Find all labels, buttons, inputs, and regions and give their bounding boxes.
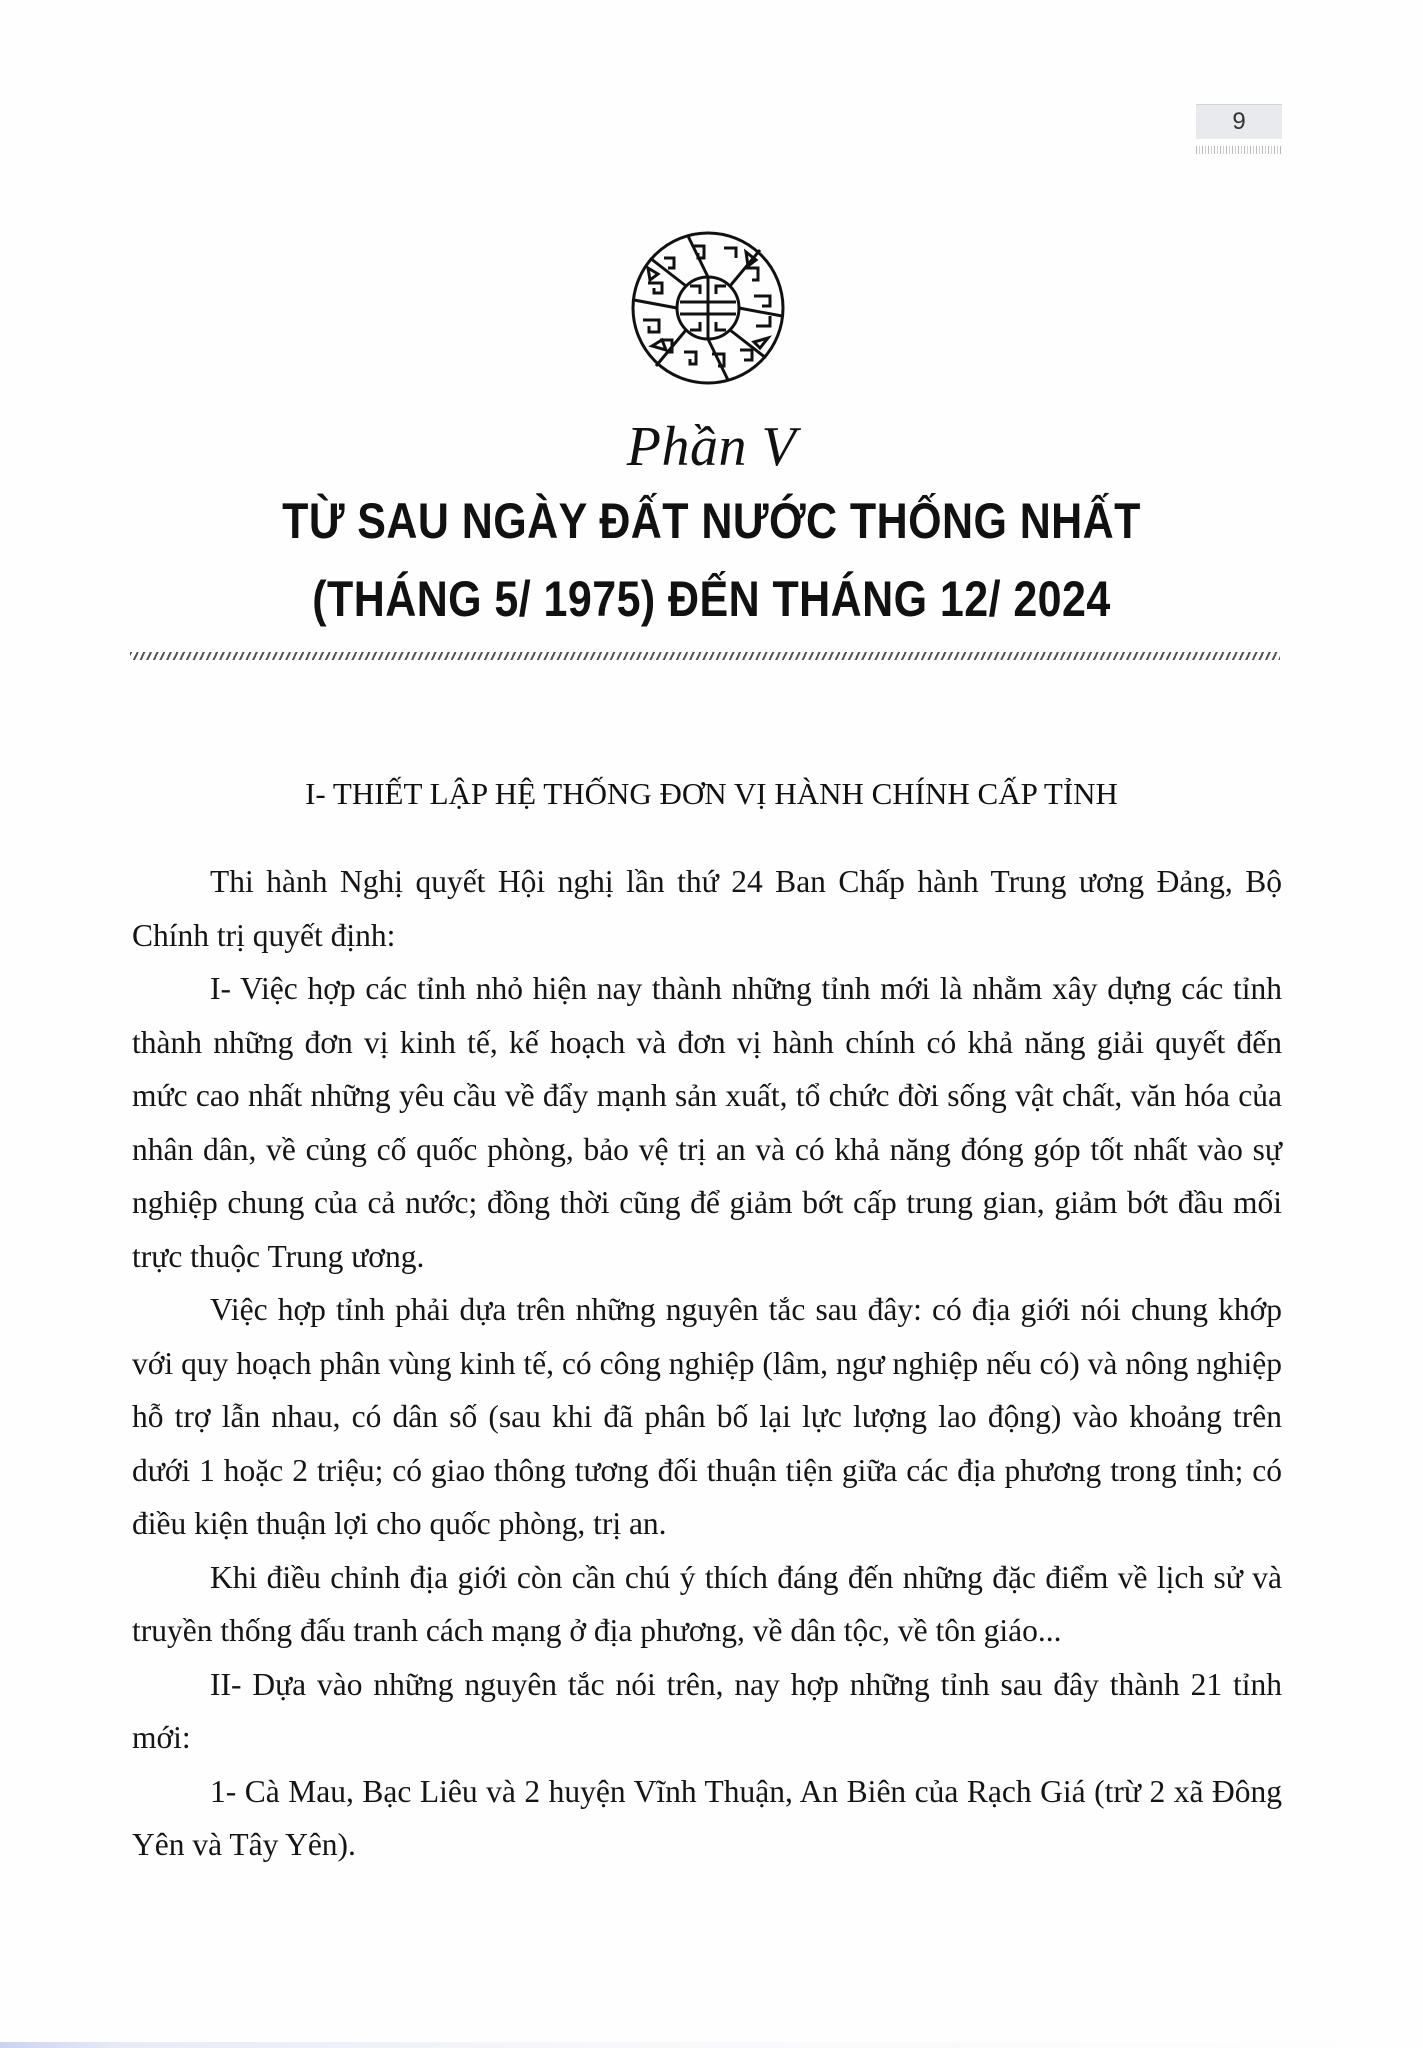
ornamental-circle-emblem-icon xyxy=(628,228,788,388)
chapter-title-line-2: (THÁNG 5/ 1975) ĐẾN THÁNG 12/ 2024 xyxy=(312,571,1111,627)
paragraph: 1- Cà Mau, Bạc Liêu và 2 huyện Vĩnh Thuận, An Biên của Rạch Giá (trừ 2 xã Đông Yên và Tây Yên). xyxy=(132,1773,1282,1862)
page-number xyxy=(1196,104,1282,139)
paragraph: Thi hành Nghị quyết Hội nghị lần thứ 24 Ban Chấp hành Trung ương Đảng, Bộ Chính trị quyết định: xyxy=(132,864,1282,953)
paragraph: Khi điều chỉnh địa giới còn cần chú ý thích đáng đến những đặc điểm về lịch sử và truyền thống đấu tranh cách mạng ở địa phương, về dân tộc, về tôn giáo... xyxy=(132,1559,1282,1648)
decorative-divider xyxy=(130,652,1280,660)
section-heading: I- THIẾT LẬP HỆ THỐNG ĐƠN VỊ HÀNH CHÍNH CẤP TỈNH xyxy=(305,776,1118,811)
page-number-decoration xyxy=(1196,146,1282,154)
part-label: Phần V xyxy=(626,416,797,478)
paragraph: Việc hợp tỉnh phải dựa trên những nguyên tắc sau đây: có địa giới nói chung khớp với quy hoạch phân vùng kinh tế, có công nghiệp (lâm, ngư nghiệp nếu có) và nông nghiệp hỗ trợ lẫn nhau, có dân số (sau khi đã phân bố lại lực lượng lao động) vào khoảng trên dưới 1 hoặc 2 triệu; có giao thông tương đối thuận tiện giữa các địa phương trong tỉnh; có điều kiện thuận lợi cho quốc phòng, trị an. xyxy=(132,1292,1282,1541)
paragraph: I- Việc hợp các tỉnh nhỏ hiện nay thành những tỉnh mới là nhằm xây dựng các tỉnh thành những đơn vị kinh tế, kế hoạch và đơn vị hành chính có khả năng giải quyết đến mức cao nhất những yêu cầu về đẩy mạnh sản xuất, tổ chức đời sống vật chất, văn hóa của nhân dân, về củng cố quốc phòng, bảo vệ trị an và có khả năng đóng góp tốt nhất vào sự nghiệp chung của cả nước; đồng thời cũng để giảm bớt cấp trung gian, giảm bớt đầu mối trực thuộc Trung ương. xyxy=(132,971,1282,1274)
scan-edge-shadow xyxy=(0,2042,1423,2048)
page-number-text: 9 xyxy=(1232,108,1246,135)
body-text xyxy=(132,855,1282,1872)
chapter-title-line-1: TỪ SAU NGÀY ĐẤT NƯỚC THỐNG NHẤT xyxy=(282,493,1141,549)
paragraph: II- Dựa vào những nguyên tắc nói trên, nay hợp những tỉnh sau đây thành 21 tỉnh mới: xyxy=(132,1666,1282,1755)
